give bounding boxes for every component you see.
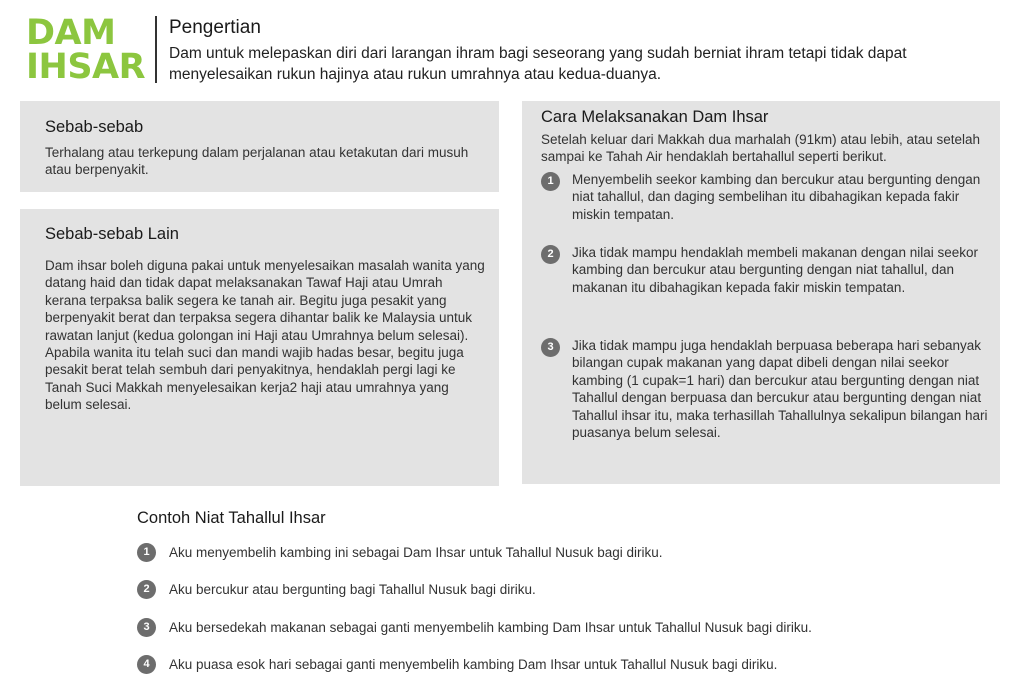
sebab-text: Terhalang atau terkepung dalam perjalanan atau ketakutan dari musuh atau berpenyakit. bbox=[45, 145, 469, 178]
sebab-lain-title: Sebab-sebab Lain bbox=[45, 225, 179, 243]
dam-ihsar-logo bbox=[26, 13, 146, 87]
step-number-badge: 3 bbox=[541, 338, 560, 357]
niat-item bbox=[137, 618, 997, 640]
step-number-badge: 2 bbox=[541, 245, 560, 264]
definition-text: Dam untuk melepaskan diri dari larangan ihram bagi seseorang yang sudah berniat ihram tetapi tidak dapat menyelesaikan rukun hajinya atau rukun umrahnya atau kedua-duanya. bbox=[169, 45, 907, 83]
cara-title: Cara Melaksanakan Dam Ihsar bbox=[541, 108, 769, 126]
step-text: Menyembelih seekor kambing dan bercukur atau bergunting dengan niat tahallul, dan daging sembelihan itu dibahagikan kepada fakir miskin tempatan. bbox=[572, 172, 981, 222]
panel-sebab-lain bbox=[20, 209, 499, 486]
header-divider bbox=[155, 16, 157, 83]
logo-line-2: IHSAR bbox=[26, 47, 146, 87]
niat-item bbox=[137, 543, 997, 565]
step-number-badge: 1 bbox=[541, 172, 560, 191]
step-text: Jika tidak mampu hendaklah membeli makanan dengan nilai seekor kambing dan bercukur atau bergunting dengan niat tahallul, dan makanan itu dibahagikan kepada fakir miskin tempatan. bbox=[572, 245, 978, 295]
sebab-lain-text: Dam ihsar boleh diguna pakai untuk menyelesaikan masalah wanita yang datang haid dan tidak dapat melaksanakan Tawaf Haji atau Umrah kerana terpaksa balik segera ke tanah air. Begitu juga pesakit yang berpenyakit berat dan terpaksa segera dihantar balik ke Malaysia untuk rawatan lanjut (kedua golongan ini Haji atau Umrahnya belum selesai). Apabila wanita itu telah suci dan mandi wajib hadas besar, begitu juga pesakit berat telah sembuh dari penyakitnya, hendaklah pergi lagi ke Tanah Suci Makkah menyelesaikan kerja2 haji atau umrahnya yang belum selesai. bbox=[45, 258, 485, 413]
definition-title: Pengertian bbox=[169, 17, 261, 38]
contoh-niat-title: Contoh Niat Tahallul Ihsar bbox=[137, 509, 326, 527]
niat-text: Aku menyembelih kambing ini sebagai Dam Ihsar untuk Tahallul Nusuk bagi diriku. bbox=[169, 545, 663, 560]
niat-number-badge: 4 bbox=[137, 655, 156, 674]
logo-line-1: DAM bbox=[26, 13, 116, 53]
step-text: Jika tidak mampu juga hendaklah berpuasa beberapa hari sebanyak bilangan cupak makanan yang dapat dibeli dengan nilai seekor kambing (1 cupak=1 hari) dan bercukur atau bergunting dengan niat Tahallul dengan berpuasa dan bercukur atau bergunting dengan niat Tahallul ihsar itu, maka terhasillah Tahallulnya sekalipun bilangan hari puasanya belum selesai. bbox=[572, 338, 988, 441]
cara-intro: Setelah keluar dari Makkah dua marhalah (91km) atau lebih, atau setelah sampai ke Tahah Air hendaklah bertahallul seperti berikut. bbox=[541, 132, 981, 165]
panel-sebab bbox=[20, 101, 499, 192]
niat-text: Aku bersedekah makanan sebagai ganti menyembelih kambing Dam Ihsar untuk Tahallul Nusuk bagi diriku. bbox=[169, 620, 812, 635]
niat-text: Aku bercukur atau bergunting bagi Tahallul Nusuk bagi diriku. bbox=[169, 582, 536, 597]
niat-number-badge: 3 bbox=[137, 618, 156, 637]
niat-text: Aku puasa esok hari sebagai ganti menyembelih kambing Dam Ihsar untuk Tahallul Nusuk bagi diriku. bbox=[169, 657, 778, 672]
niat-number-badge: 1 bbox=[137, 543, 156, 562]
niat-item bbox=[137, 655, 997, 677]
niat-item bbox=[137, 580, 997, 602]
panel-cara-melaksanakan bbox=[522, 101, 1000, 484]
niat-number-badge: 2 bbox=[137, 580, 156, 599]
sebab-title: Sebab-sebab bbox=[45, 118, 144, 136]
